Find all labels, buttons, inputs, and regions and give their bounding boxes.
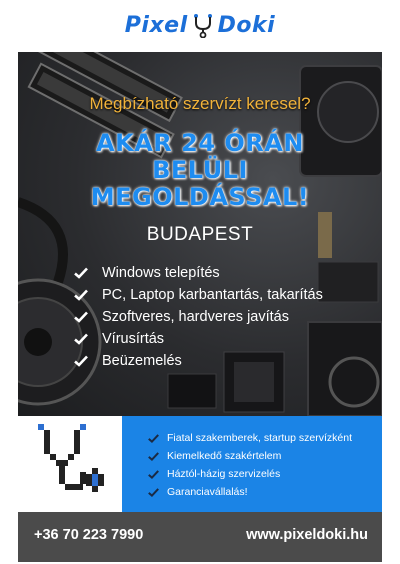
check-icon [148, 469, 159, 480]
list-item [148, 429, 352, 447]
pixel-stethoscope-icon [18, 416, 122, 512]
site-header [0, 0, 400, 50]
list-item [148, 447, 352, 465]
services-list [74, 262, 374, 372]
headline-line-1: AKÁR 24 ÓRÁN [96, 129, 304, 157]
feature-label: Kiemelkedő szakértelem [167, 450, 282, 462]
list-item [148, 465, 352, 483]
website-link[interactable]: www.pixeldoki.hu [246, 527, 368, 543]
brand-right-word: Doki [217, 12, 276, 38]
features-list [148, 429, 352, 501]
contact-footer [18, 512, 382, 562]
check-icon [74, 266, 88, 280]
stethoscope-icon [190, 12, 216, 38]
feature-label: Garanciavállalás! [167, 486, 248, 498]
check-icon [148, 433, 159, 444]
list-item [74, 262, 374, 284]
mascot-panel [18, 416, 122, 512]
list-item [74, 306, 374, 328]
headline-line-3: MEGOLDÁSSAL! [90, 183, 310, 211]
check-icon [74, 354, 88, 368]
info-band [18, 416, 382, 512]
phone-number[interactable]: +36 70 223 7990 [34, 527, 144, 543]
list-item [74, 350, 374, 372]
service-label: Vírusírtás [102, 331, 165, 347]
hero-headline [18, 130, 382, 211]
service-label: PC, Laptop karbantartás, takarítás [102, 287, 323, 303]
service-label: Windows telepítés [102, 265, 220, 281]
city-label: BUDAPEST [146, 224, 254, 245]
check-icon [148, 487, 159, 498]
list-item [148, 483, 352, 501]
service-label: Szoftveres, hardveres javítás [102, 309, 289, 325]
feature-label: Fiatal szakemberek, startup szervízként [167, 432, 352, 444]
check-icon [74, 332, 88, 346]
brand-left-word: Pixel [124, 12, 188, 38]
list-item [74, 328, 374, 350]
feature-label: Háztól-házig szervizelés [167, 468, 281, 480]
check-icon [74, 310, 88, 324]
check-icon [74, 288, 88, 302]
features-panel [122, 416, 382, 512]
check-icon [148, 451, 159, 462]
hero-tagline: Megbízható szervízt keresel? [89, 94, 311, 113]
headline-line-2: BELÜLI [152, 156, 248, 184]
brand-logo[interactable] [125, 12, 275, 38]
promo-poster [18, 52, 382, 562]
service-label: Beüzemelés [102, 353, 182, 369]
list-item [74, 284, 374, 306]
